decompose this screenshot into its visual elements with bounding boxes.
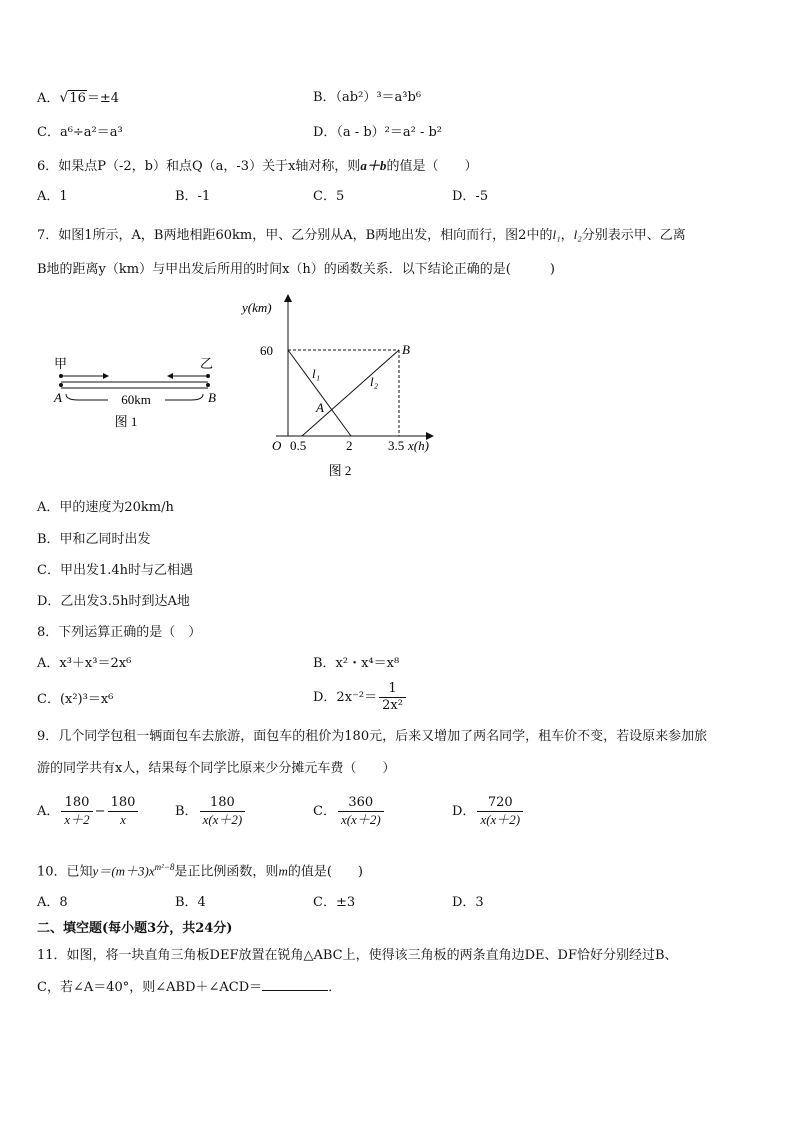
q8-stem: 8．下列运算正确的是（ ）: [37, 625, 202, 640]
fig1-dot-a-top: [59, 374, 63, 378]
fig1-dot-b: [206, 383, 210, 387]
fig1-distance: 60km: [121, 392, 151, 407]
q8-option-b: B．x²・x⁴＝x⁸: [313, 656, 400, 671]
q10-stem: 10．已知$y=(m+3)x^{m^2-8}$是正比例函数，则m的值是( ): [37, 862, 363, 880]
figure-1: [48, 352, 228, 432]
fig2-y-axis-label: y(km): [242, 300, 272, 315]
fig1-arrow-right-head: [103, 373, 109, 379]
fig1-brace-right: [165, 394, 203, 400]
q7-option-b: B．甲和乙同时出发: [37, 532, 151, 547]
q7-option-d: D．乙出发3.5h时到达A地: [37, 594, 190, 609]
section-heading-fill-in: 二、填空题(每小题3分，共24分): [37, 921, 233, 936]
fig1-label-b: B: [208, 390, 216, 405]
q6-stem: 6．如果点P（-2，b）和点Q（a，-3）关于x轴对称，则a＋b的值是（ ）: [37, 158, 478, 174]
figure-2-graph: [236, 290, 446, 486]
fig2-label-l1: l₁: [312, 366, 321, 381]
q10-option-d: D．3: [452, 895, 484, 910]
q8-option-a: A．x³＋x³＝2x⁶: [37, 656, 132, 671]
q5-option-d: D．（a - b）²＝a² - b²: [313, 125, 443, 140]
fig2-tick-60: 60: [260, 343, 273, 358]
q5-option-c: C．a⁶÷a²＝a³: [37, 125, 123, 140]
fig2-tick-2: 2: [346, 438, 353, 453]
q7-stem-line1: 7．如图1所示，A，B两地相距60km，甲、乙分别从A，B两地出发，相向而行，图2中的l₁，l₂分别表示甲、乙离: [37, 227, 686, 243]
q7-stem-line2: B地的距离y（km）与甲出发后所用的时间x（h）的函数关系．以下结论正确的是( ): [37, 262, 555, 277]
q9-stem-line1: 9．几个同学包租一辆面包车去旅游，面包车的租价为180元，后来又增加了两名同学，租车价不变，若设原来参加旅: [37, 729, 708, 744]
q9-stem-line2: 游的同学共有x人，结果每个同学比原来少分摊元车费（ ）: [37, 761, 396, 776]
fig2-point-b: B: [402, 342, 410, 357]
q11-stem-line2: C，若∠A＝40°，则∠ABD＋∠ACD＝ ．: [37, 980, 342, 995]
q10-option-a: A．8: [37, 895, 68, 910]
q9-option-d: D． $\frac{720}{x(x+2)}$: [452, 795, 525, 828]
fig2-tick-3.5: 3.5: [388, 438, 405, 453]
fig1-label-a: A: [54, 390, 62, 405]
fig1-dot-b-top: [206, 374, 210, 378]
fig1-caption: 图 1: [114, 414, 138, 429]
q6-option-d: D．-5: [452, 189, 489, 204]
fig2-tick-0.5: 0.5: [290, 438, 307, 453]
q11-answer-blank[interactable]: [262, 978, 328, 991]
q8-option-c: C．(x²)³＝x⁶: [37, 692, 114, 707]
q6-option-b: B．-1: [175, 189, 211, 204]
fig2-caption: 图 2: [328, 463, 352, 478]
q9-option-b: B． $\frac{180}{x(x+2)}$: [175, 795, 247, 828]
q10-option-b: B．4: [175, 895, 206, 910]
q9-option-c: C． $\frac{360}{x(x+2)}$: [313, 795, 386, 828]
q5-option-b: B．（ab²）³＝a³b⁶: [313, 90, 422, 105]
q6-option-c: C．5: [313, 189, 345, 204]
q7-option-c: C．甲出发1.4h时与乙相遇: [37, 563, 193, 578]
fig1-dot-a: [59, 383, 63, 387]
q7-option-a: A．甲的速度为20km/h: [37, 500, 174, 515]
fig2-origin: O: [272, 438, 282, 453]
fig2-point-a: A: [316, 400, 324, 415]
fig2-line-l1: [288, 350, 351, 436]
q5-option-a: A．√16＝±4: [37, 90, 120, 106]
fig2-x-axis-label: x(h): [408, 438, 429, 453]
fig1-yi: 乙: [200, 356, 214, 371]
fig2-label-l2: l₂: [370, 374, 379, 389]
fig1-brace-left: [66, 394, 108, 400]
q11-stem-line1: 11．如图，将一块直角三角板DEF放置在锐角△ABC上，使得该三角板的两条直角边DE、DF恰好分别经过B、: [37, 948, 678, 963]
fig2-y-axis-arrow: [284, 294, 292, 302]
q8-option-d: D．2x⁻²＝ $\frac{1}{\text{2x²}}$: [313, 681, 408, 714]
fig2-line-l2: [302, 350, 399, 436]
q9-option-a: A． $\frac{180}{x+2}$ − $\frac{180}{x}$: [37, 795, 140, 828]
q6-option-a: A．1: [37, 189, 68, 204]
fig1-jia: 甲: [54, 356, 68, 371]
fig1-arrow-left-head: [167, 373, 173, 379]
q10-option-c: C．±3: [313, 895, 356, 910]
